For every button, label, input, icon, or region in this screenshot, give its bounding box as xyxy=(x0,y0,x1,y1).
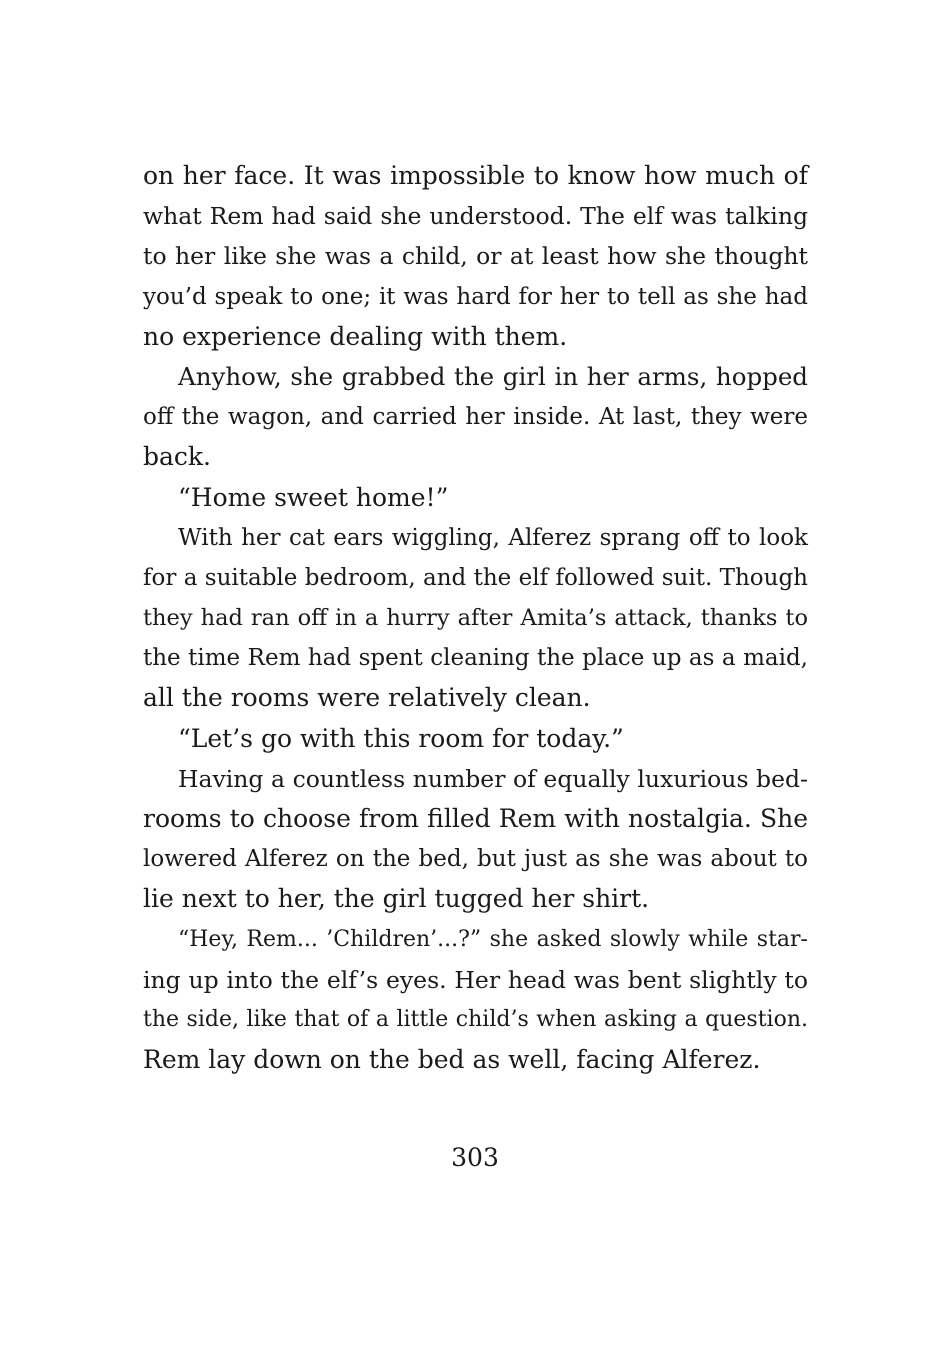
text-line: ing up into the elf’s eyes. Her head was bent slightly to xyxy=(143,965,808,994)
text-line: off the wagon, and carried her inside. At last, they were xyxy=(143,404,808,431)
text-line: Having a countless number of equally luxurious bed- xyxy=(178,764,808,793)
text-line: the time Rem had spent cleaning the place up as a maid, xyxy=(143,645,808,672)
text-line: With her cat ears wiggling, Alferez sprang off to look xyxy=(178,524,808,551)
text-line: “Home sweet home!” xyxy=(178,482,449,512)
text-line: Rem lay down on the bed as well, facing Alferez. xyxy=(143,1045,761,1075)
text-line: all the rooms were relatively clean. xyxy=(143,683,591,713)
text-line: back. xyxy=(143,442,212,472)
text-line: the side, like that of a little child’s when asking a question. xyxy=(143,1006,808,1032)
text-line: they had ran off in a hurry after Amita’s attack, thanks to xyxy=(143,605,808,632)
text-line: rooms to choose from filled Rem with nostalgia. She xyxy=(143,804,808,833)
text-line: “Hey, Rem... ’Children’...?” she asked slowly while star- xyxy=(178,926,808,952)
text-line: no experience dealing with them. xyxy=(143,321,568,351)
page-number: 303 xyxy=(451,1143,499,1172)
text-line: you’d speak to one; it was hard for her to tell as she had xyxy=(143,283,808,310)
text-line: lowered Alferez on the bed, but just as she was about to xyxy=(143,846,808,873)
text-line: on her face. It was impossible to know how much of xyxy=(143,161,808,190)
text-line: for a suitable bedroom, and the elf followed suit. Though xyxy=(143,564,808,591)
text-line: to her like she was a child, or at least how she thought xyxy=(143,242,808,271)
text-line: what Rem had said she understood. The elf was talking xyxy=(143,202,808,231)
text-line: lie next to her, the girl tugged her shirt. xyxy=(143,884,650,914)
text-line: Anyhow, she grabbed the girl in her arms, hopped xyxy=(178,361,808,391)
body-text xyxy=(143,156,808,1080)
text-line: “Let’s go with this room for today.” xyxy=(178,723,624,753)
